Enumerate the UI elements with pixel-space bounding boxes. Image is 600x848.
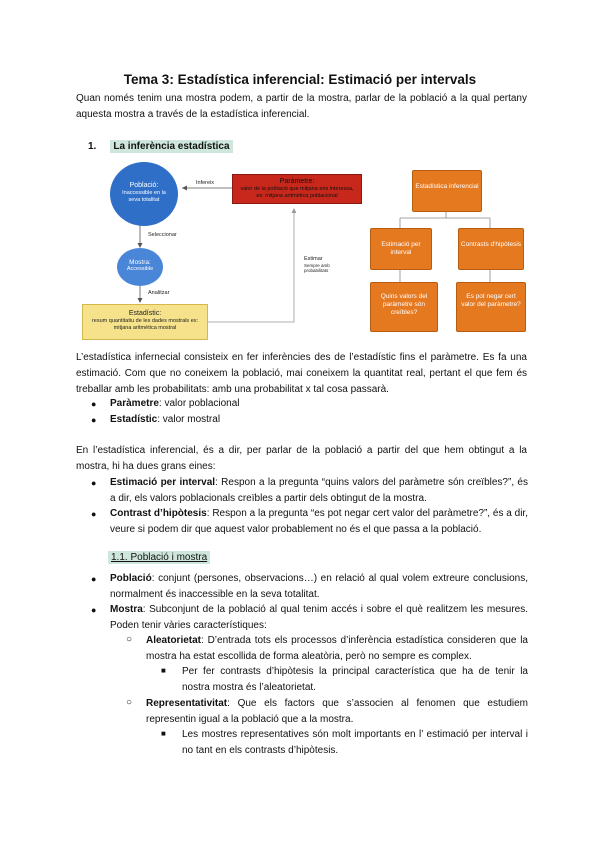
bullet-dot: ● (91, 399, 97, 409)
estimar-label: Estimar (304, 256, 323, 262)
poblacio-circle (110, 162, 178, 226)
parametre-sub: valor de la població que mitjana ens interessa, ex: mitjana aritmètica poblacional (240, 186, 354, 199)
bullet-dot: ● (91, 574, 97, 584)
bullet-contrast (110, 506, 528, 538)
sub-sub-bullet-aleatorietat: Per fer contrasts d’hipòtesis la principal característica que ha de tenir la nostra mostra és l’aleatorietat. (182, 666, 528, 693)
bullet-bold: Contrast d’hipòtesis (110, 508, 207, 519)
seleccionar-label: Seleccionar (148, 232, 177, 238)
estadistic-sub: resum quantitatiu de les dades mostrals ex: mitjana aritmètica mostral (91, 318, 199, 331)
estimar-sub: Sempre amb probabilitats (304, 263, 330, 273)
inference-diagram (80, 160, 354, 342)
bullet-text: : Respon a la pregunta “quins valors del paràmetre són creïbles?”, és a dir, els valors poblacionals creïbles a partir dels obtingut de la mostra. (110, 477, 528, 504)
contrasts-box (458, 228, 524, 270)
sub-bullet-aleatorietat (146, 633, 528, 665)
bullet-bold: Aleatorietat (146, 635, 202, 646)
section-1-1-label: 1.1. Població i mostra (108, 551, 210, 564)
section-label: La inferència estadística (110, 140, 232, 153)
bullet-dot: ● (91, 509, 97, 519)
bullet-bold: Mostra (110, 604, 143, 615)
intro-paragraph: Quan només tenim una mostra podem, a partir de la mostra, parlar de la població a la qual pertany aquesta mostra a través de la estadística inferencial. (76, 93, 527, 120)
estimacio-box (370, 228, 432, 270)
bullet-bold: Representativitat (146, 698, 228, 709)
sub-sub-bullet-representativitat: Les mostres representatives són molt importants en l’ estimació per interval i no tant en els contrasts d’hipòtesis. (182, 729, 528, 756)
section-1-heading (88, 141, 233, 152)
bullet-text: : conjunt (persones, observacions…) en relació al qual volem extreure conclusions, normalment és inaccessible en la seva totalitat. (110, 573, 528, 600)
bullet-text: : D’entrada tots els processos d’inferència estadística consideren que la mostra ha estat escollida de forma aleatòria, però no sempre es complex. (146, 635, 528, 662)
sub-bullet-circle: ○ (126, 697, 133, 708)
contrasts-question-box (456, 282, 526, 332)
infereix-label: Infereix (196, 180, 215, 186)
mostra-sub: Accessible (126, 266, 154, 272)
bullet-dot: ● (91, 415, 97, 425)
paragraph-inference: L’estadística infernecial consisteix en fer inferències des de l’estadístic fins el paràmetre. Es fa una estimació. Com que no coneixem la població, mai coneixem la quantitat real, pertant el que fem és treballar amb les probabilitats: amb una probabilitat x tal cosa passarà. (76, 352, 527, 395)
sub-bullet-representativitat (146, 696, 528, 728)
bullet-text: : valor mostral (157, 414, 221, 425)
bullet-mostra (110, 602, 528, 634)
parametre-title: Paràmetre: (279, 178, 315, 185)
bullet-text: : Que els factors que s’associen al fenomen que estudiem representin igual a la població que a la mostra. (146, 698, 528, 725)
root-label: Estadística inferencial (415, 183, 479, 190)
page-title: Tema 3: Estadística inferencial: Estimació per intervals (123, 72, 477, 87)
bullet-text: : Subconjunt de la població al qual tenim accés i sobre el què realitzem les mesures. Poden tenir vàries característiques: (110, 604, 528, 631)
estimacio-label: Estimació per interval (381, 241, 421, 256)
bullet-poblacio (110, 571, 528, 603)
sub-bullet-circle: ○ (126, 634, 133, 645)
estadistic-title: Estadístic: (128, 310, 162, 317)
contrasts-question: Es pot negar cert valor del paràmetre? (461, 293, 521, 308)
bullet-bold: Paràmetre (110, 398, 159, 409)
mostra-title: Mostra: (129, 259, 151, 266)
bullet-dot: ● (91, 478, 97, 488)
bullet-text: : Respon a la pregunta “es pot negar cert valor del paràmetre?”, és a dir, veure si podem dir que aquest valor probablement no és el que passa a la població. (110, 508, 528, 535)
root-box (412, 170, 482, 212)
contrasts-label: Contrasts d'hipòtesis (460, 241, 522, 248)
section-number: 1. (88, 141, 97, 152)
analitzar-label: Analitzar (148, 290, 170, 296)
bullet-parametre (110, 396, 530, 412)
bullet-bold: Estadístic (110, 414, 158, 425)
estimacio-question-box (370, 282, 438, 332)
poblacio-sub: Inaccessible en la seva totalitat (122, 190, 166, 203)
mostra-circle (117, 248, 163, 286)
bullet-dot: ● (91, 605, 97, 615)
bullet-estadistic (110, 412, 530, 428)
bullet-estimacio (110, 475, 528, 507)
paragraph-tools: En l’estadística inferencial, és a dir, per parlar de la població a partir del que hem obtingut a la mostra, hi ha dues grans eines: (76, 445, 527, 472)
sub-sub-bullet-square: ■ (161, 729, 166, 738)
bullet-bold: Població (110, 573, 152, 584)
estadistic-box (82, 304, 208, 340)
parametre-box (232, 174, 362, 204)
poblacio-title: Població: (129, 182, 159, 189)
bullet-text: : valor poblacional (158, 398, 240, 409)
sub-sub-bullet-square: ■ (161, 666, 166, 675)
bullet-bold: Estimació per interval (110, 477, 216, 488)
inference-tree-diagram (370, 168, 526, 338)
estimacio-question: Quins valors del paràmetre són creïbles? (380, 293, 428, 316)
section-1-1-heading (108, 552, 210, 563)
